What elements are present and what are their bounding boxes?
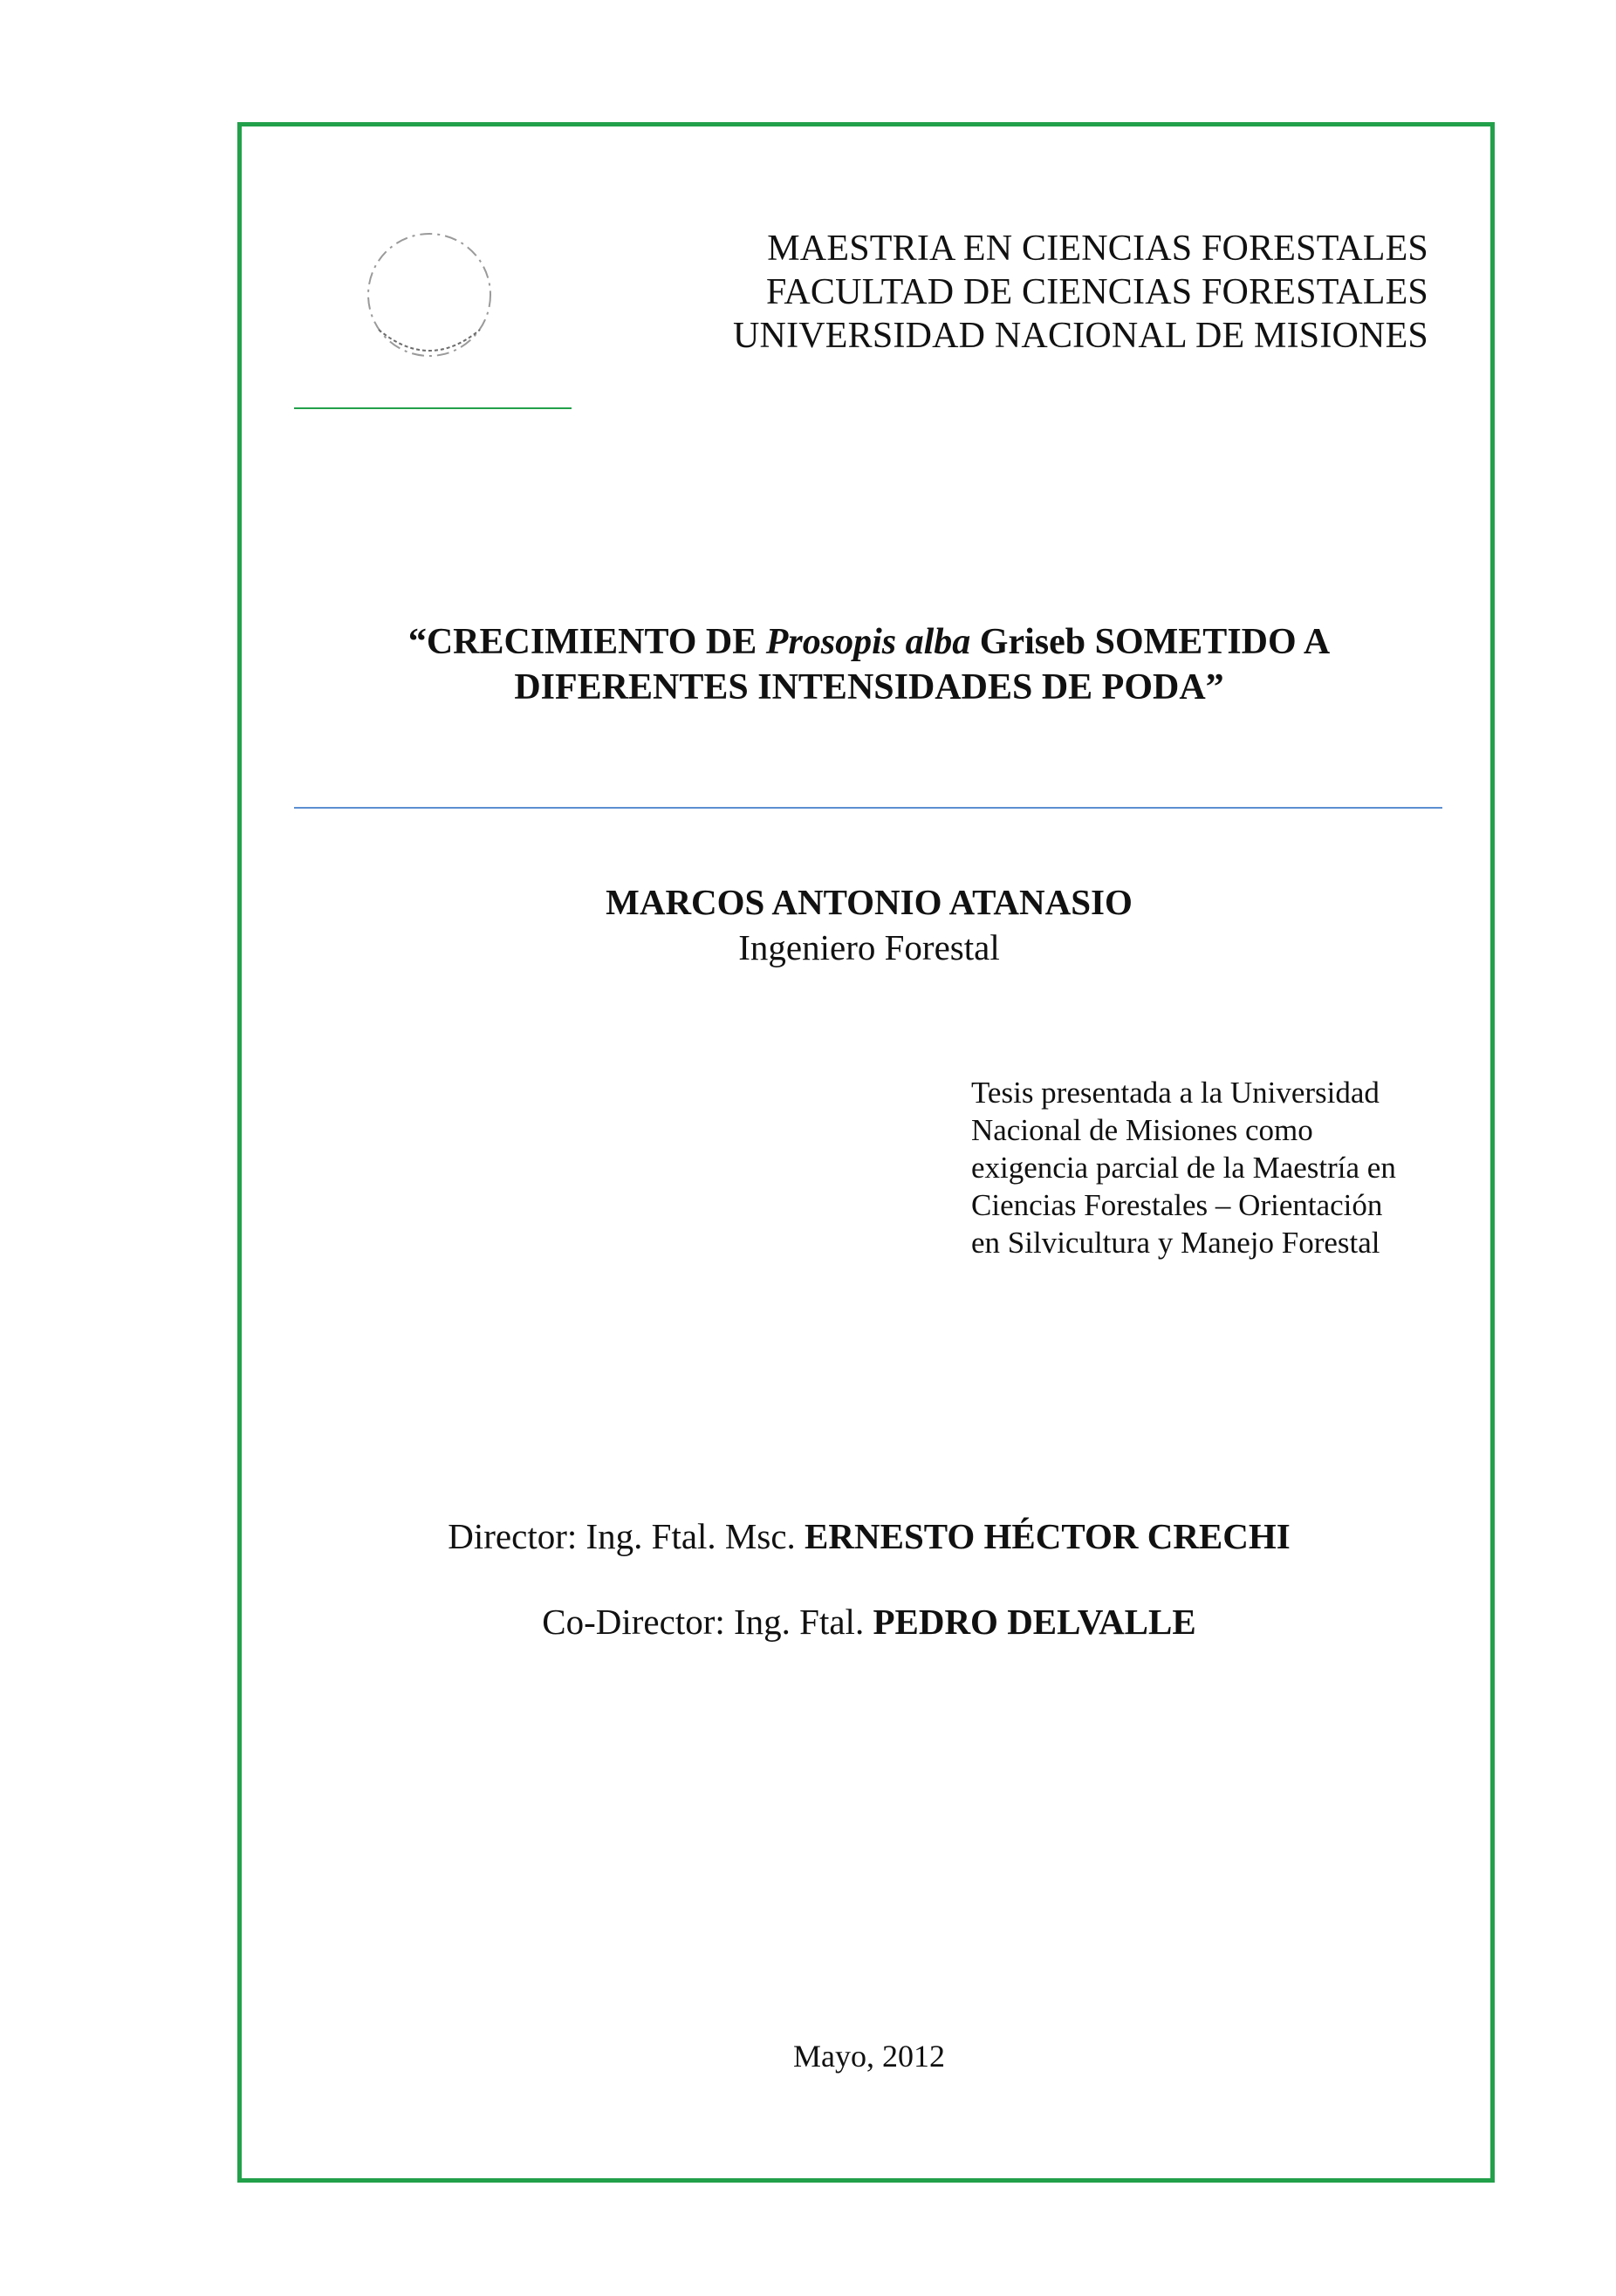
- codirector-prefix: Co-Director: Ing. Ftal.: [542, 1602, 873, 1642]
- author-block: [297, 879, 1441, 970]
- title-divider: [294, 807, 1442, 809]
- director-line: [297, 1514, 1441, 1559]
- publication-date: Mayo, 2012: [793, 2039, 945, 2074]
- logo-underline: [294, 407, 572, 409]
- thesis-title: [297, 619, 1441, 710]
- program-name: MAESTRIA EN CIENCIAS FORESTALES: [767, 229, 1428, 269]
- title-line-1: [297, 619, 1441, 665]
- thesis-note-line: exigencia parcial de la Maestría en: [971, 1151, 1396, 1185]
- faculty-name: FACULTAD DE CIENCIAS FORESTALES: [765, 272, 1428, 312]
- author-degree: Ingeniero Forestal: [738, 927, 1000, 967]
- thesis-note-line: Nacional de Misiones como: [971, 1113, 1313, 1147]
- title-species: Prosopis alba: [765, 622, 971, 662]
- university-seal-icon: [359, 225, 499, 365]
- codirector-line: [297, 1599, 1441, 1644]
- author-name: MARCOS ANTONIO ATANASIO: [606, 882, 1133, 922]
- thesis-note-line: en Silvicultura y Manejo Forestal: [971, 1226, 1380, 1260]
- university-name: UNIVERSIDAD NACIONAL DE MISIONES: [733, 316, 1428, 356]
- thesis-note-line: Ciencias Forestales – Orientación: [971, 1188, 1383, 1222]
- title-part-1: CRECIMIENTO DE: [426, 622, 766, 662]
- institution-header: [733, 227, 1428, 358]
- thesis-note-line: Tesis presentada a la Universidad: [971, 1076, 1380, 1110]
- directors-block: [297, 1514, 1441, 1684]
- director-name: ERNESTO HÉCTOR CRECHI: [805, 1516, 1291, 1556]
- codirector-name: PEDRO DELVALLE: [873, 1602, 1196, 1642]
- title-close-quote: ”: [1205, 667, 1224, 707]
- title-open-quote: “: [407, 622, 427, 662]
- title-part-2: Griseb SOMETIDO A: [970, 622, 1331, 662]
- title-line-2-text: DIFERENTES INTENSIDADES DE PODA: [514, 667, 1206, 707]
- title-line-2: [297, 665, 1441, 710]
- director-prefix: Director: Ing. Ftal. Msc.: [448, 1516, 805, 1556]
- thesis-note: [971, 1074, 1460, 1261]
